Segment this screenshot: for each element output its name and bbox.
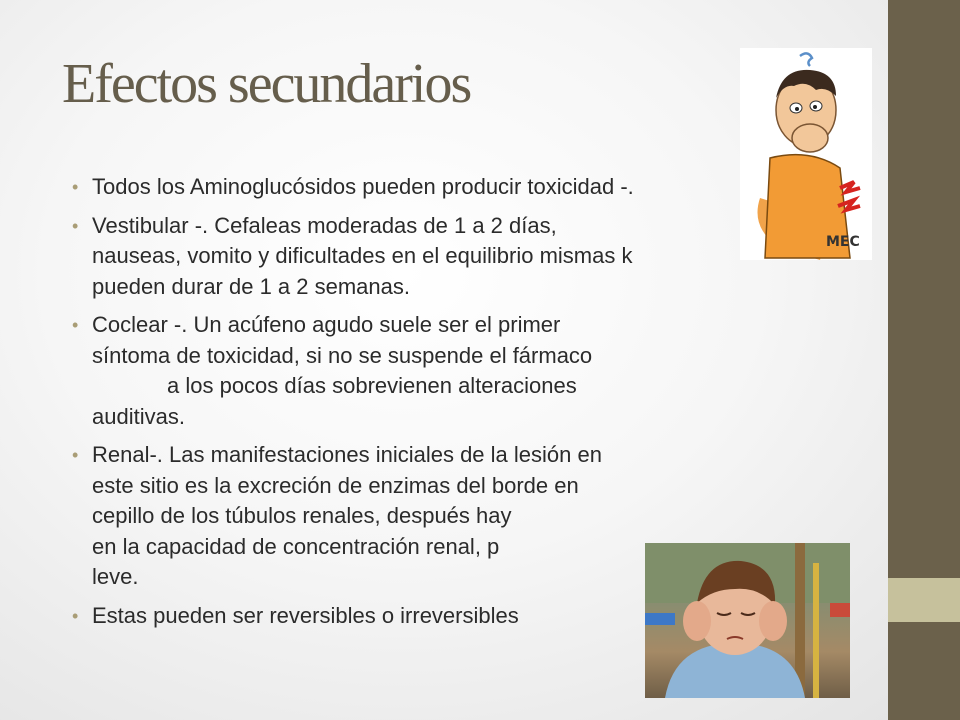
hand-shape [792,124,828,152]
bullet-line: Coclear -. Un acúfeno agudo suele ser el primer [92,312,561,337]
child-covering-ears-photo [645,543,850,698]
bullet-item [70,310,830,432]
bullet-line: en la capacidad de concentración renal, p [92,533,500,559]
bullet-icon: • [72,177,79,197]
bullet-line: Estas pueden ser reversibles o irreversibles [92,602,519,628]
bullet-line: Todos los Aminoglucósidos pueden producir toxicidad -. [92,174,634,199]
bullet-icon: • [72,605,79,626]
child-photo-illustration [645,543,850,698]
bullet-line: nauseas, vomito y dificultades en el equilibrio mismas k [92,243,633,268]
slide-title: Efectos secundarios [62,53,471,115]
bullet-line: a los pocos días sobrevienen alteraciones [167,373,577,398]
bullet-line: cepillo de los túbulos renales, después hay [92,503,512,528]
bullet-item [70,211,830,303]
hand-shape [759,601,787,641]
bullet-icon: • [72,315,79,335]
bullet-item [70,172,830,203]
bullet-icon: • [72,215,79,236]
hand-shape [683,601,711,641]
bullet-line: leve. [92,564,139,589]
bullet-line: pueden durar de 1 a 2 semanas. [92,273,411,299]
side-accent-block [888,578,960,622]
bullet-line: Vestibular -. Cefaleas moderadas de 1 a 2 días, [92,212,557,238]
bullet-line: este sitio es la excreción de enzimas del borde en [92,472,579,498]
bullet-icon: • [72,445,79,465]
mec-logo: MEC [826,234,860,250]
dizzy-swirl-icon [800,53,812,66]
bullet-line: síntoma de toxicidad, si no se suspende el fármaco [92,342,593,368]
bullet-line: auditivas. [92,403,185,429]
dizzy-man-cartoon-image [740,48,872,260]
dizzy-man-illustration [740,48,872,260]
bullet-line: Renal-. Las manifestaciones iniciales de la lesión en [92,442,602,467]
